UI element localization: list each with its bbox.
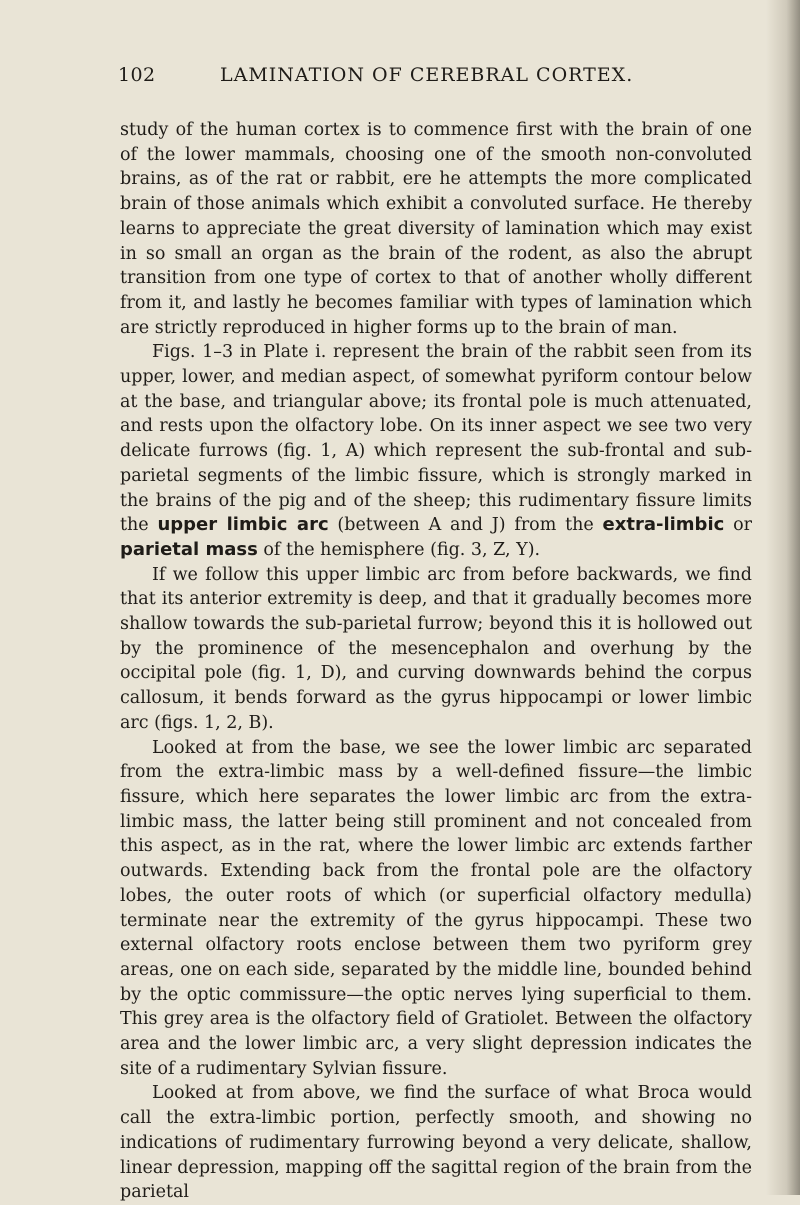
- term-parietal-mass: parietal mass: [120, 538, 258, 560]
- paragraph-1: study of the human cortex is to commence first with the brain of one of the lower mammals, choosing one of the smooth non-convoluted brains, as of the rat or rabbit, ere he attempts the more complicated brain of those animals which exhibit a convoluted surface. He thereby learns to appreciate the great diversity of lamination which may exist in so small an organ as the brain of the rodent, as also the abrupt transition from one type of cortex to that of another wholly different from it, and lastly he becomes familiar with types of lamination which are strictly reproduced in higher forms up to the brain of man.: [120, 120, 752, 338]
- paragraph-4: Looked at from the base, we see the lower limbic arc separated from the extra-limbic mass by a well-defined fissure—the limbic fissure, which here separates the lower limbic arc from the extra-limbic mass, the latter being still prominent and not concealed from this aspect, as in the rat, where the lower limbic arc extends farther outwards. Extending back from the frontal pole are the olfactory lobes, the outer roots of which (or superficial olfactory medulla) terminate near the extremity of the gyrus hippocampi. These two external olfactory roots enclose between them two pyriform grey areas, one on each side, separated by the middle line, bounded behind by the optic commissure—the optic nerves lying superficial to them. This grey area is the olfactory field of Gratiolet. Between the olfactory area and the lower limbic arc, a very slight depression indicates the site of a rudimentary Sylvian fissure.: [120, 737, 752, 1079]
- term-upper-limbic-arc: upper limbic arc: [157, 514, 329, 536]
- paragraph-2-text-after: of the hemisphere (fig. 3, Z, Y).: [257, 539, 541, 560]
- page-edge-shadow: [766, 0, 800, 1195]
- term-extra-limbic: extra-limbic: [602, 514, 725, 536]
- paragraph-3: If we follow this upper limbic arc from before backwards, we find that its anterior extremity is deep, and that it gradually becomes more shallow towards the sub-parietal furrow; beyond this it is hollowed out by the prominence of the mesencephalon and overhung by the occipital pole (fig. 1, D), and curving downwards behind the corpus callosum, it bends forward as the gyrus hippocampi or lower limbic arc (figs. 1, 2, B).: [120, 564, 752, 733]
- paragraph-2-text-or: or: [724, 515, 752, 536]
- running-title: LAMINATION OF CEREBRAL CORTEX.: [220, 64, 634, 86]
- paragraph-2-text-middle: (between A and J) from the: [328, 515, 603, 536]
- paragraph-5: Looked at from above, we find the surface of what Broca would call the extra-limbic portion, perfectly smooth, and showing no indications of rudimentary furrowing beyond a very delicate, shallow, linear depression, mapping off the sagittal region of the brain from the parietal: [120, 1083, 752, 1203]
- paragraph-2-text-before: Figs. 1–3 in Plate i. represent the brain of the rabbit seen from its upper, lower, and median aspect, of somewhat pyriform contour below at the base, and triangular above; its frontal pole is much attenuated, and rests upon the olfactory lobe. On its inner aspect we see two very delicate furrows (fig. 1, A) which represent the sub-frontal and sub-parietal segments of the limbic fissure, which is strongly marked in the brains of the pig and of the sheep; this rudimentary fissure limits the: [120, 342, 752, 536]
- body-text: [120, 118, 752, 1205]
- paragraph-2: [120, 340, 752, 562]
- page-number: 102: [118, 64, 156, 86]
